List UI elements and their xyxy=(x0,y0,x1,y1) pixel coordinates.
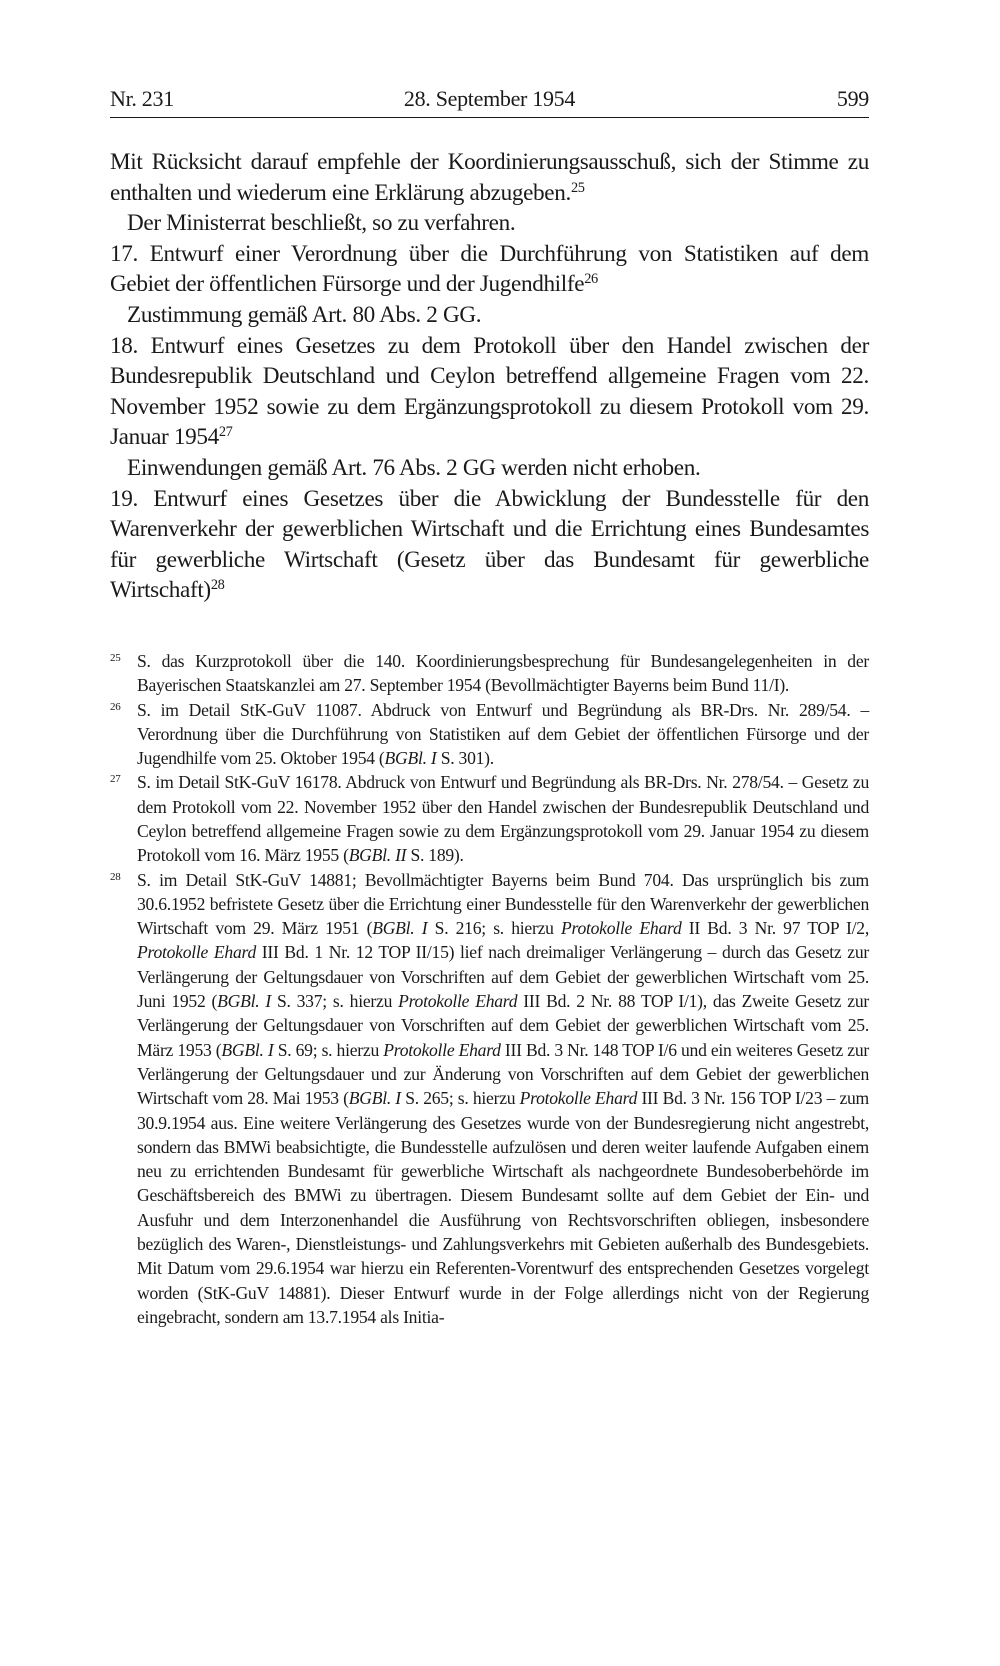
citation-italic: BGBl. I xyxy=(221,1039,274,1060)
page-number: 599 xyxy=(836,86,869,111)
footnote-text: S. im Detail StK-GuV 16178. Abdruck von Entwurf und Begründung als BR-Drs. Nr. 278/54. – Gesetz zu dem Protokoll vom 22. November 1952 über den Handel zwischen der Bundesrepublik Deutschland und Ceylon betreffend allgemeine Fragen sowie zu dem Ergänzungsprotokoll vom 29. Januar 1954 zu diesem Protokoll vom 16. März 1955 (BGBl. II S. 189). xyxy=(137,772,869,866)
document-page xyxy=(110,84,869,1329)
document-number: Nr. 231 xyxy=(110,86,174,111)
citation-italic: Protokolle Ehard xyxy=(398,991,518,1012)
footnote-number: 25 xyxy=(110,651,121,664)
footnote-number: 28 xyxy=(110,870,121,883)
running-head xyxy=(110,84,869,114)
main-text xyxy=(110,147,869,606)
footnote-ref-25: 25 xyxy=(570,179,585,196)
footnote-text: S. im Detail StK-GuV 14881; Bevollmächtigter Bayerns beim Bund 704. Das ursprünglich bis zum 30.6.1952 befristete Gesetz über die Errichtung einer Bundesstelle für den Warenverkehr der gewerblichen Wirtschaft vom 29. März 1951 (BGBl. I S. 216; s. hierzu Protokolle Ehard II Bd. 3 Nr. 97 TOP I/2, Protokolle Ehard III Bd. 1 Nr. 12 TOP II/15) lief nach dreimaliger Verlängerung – durch das Gesetz zur Verlängerung der Geltungsdauer von Vorschriften auf dem Gebiet der gewerblichen Wirtschaft vom 25. Juni 1952 (BGBl. I S. 337; s. hierzu Protokolle Ehard III Bd. 2 Nr. 88 TOP I/1), das Zweite Gesetz zur Verlängerung der Geltungsdauer von Vorschriften auf dem Gebiet der gewerblichen Wirtschaft vom 25. März 1953 (BGBl. I S. 69; s. hierzu Protokolle Ehard III Bd. 3 Nr. 148 TOP I/6 und ein weiteres Gesetz zur Verlängerung der Geltungsdauer und zur Änderung von Vorschriften auf dem Gebiet der gewerblichen Wirtschaft vom 28. Mai 1953 (BGBl. I S. 265; s. hierzu Protokolle Ehard III Bd. 3 Nr. 156 TOP I/23 – zum 30.9.1954 aus. Eine weitere Verlängerung des Gesetzes wurde von der Bundesregierung nicht angestrebt, sondern das BMWi beabsichtigte, die Bundesstelle aufzulösen und deren weiter laufende Aufgaben einem neu zu errichtenden Bundesamt für gewerbliche Wirtschaft als nachgeordnete Bundesoberbehörde im Geschäftsbereich des BMWi zu übertragen. Diesem Bundesamt sollte auf dem Gebiet der Ein- und Ausfuhr und dem Interzonenhandel die Ausführung von Rechtsvorschriften obliegen, insbesondere bezüglich des Waren-, Dienstleistungs- und Zahlungsverkehrs mit Gebieten außerhalb des Bundesgebiets. Mit Datum vom 29.6.1954 war hierzu ein Referenten-Vorentwurf des entsprechenden Gesetzes vorgelegt worden (StK-GuV 14881). Dieser Entwurf wurde in der Folge allerdings nicht von der Regierung eingebracht, sondern am 13.7.1954 als Initia- xyxy=(137,869,870,1327)
paragraph-coordination-committee: Mit Rücksicht darauf empfehle der Koordinierungsausschuß, sich der Stimme zu enthalten und wiederum eine Erklärung abzugeben.$^{25}$ xyxy=(110,149,869,206)
paragraph-cabinet-decision: Der Ministerrat beschließt, so zu verfahren. xyxy=(127,210,516,237)
citation-italic: BGBl. I xyxy=(384,748,437,769)
agenda-item-19: 19. Entwurf eines Gesetzes über die Abwicklung der Bundesstelle für den Warenverkehr der gewerblichen Wirtschaft und die Errichtung eines Bundesamtes für gewerbliche Wirtschaft (Gesetz über das Bundesamt für gewerbliche Wirtschaft)$^{28}$ xyxy=(110,485,869,604)
footnote-number: 26 xyxy=(110,700,121,713)
footnote-text: S. das Kurzprotokoll über die 140. Koordinierungsbesprechung für Bundesangelegenheiten in der Bayerischen Staatskanzlei am 27. September 1954 (Bevollmächtigter Bayerns beim Bund 11/I). xyxy=(137,650,869,696)
footnote-number: 27 xyxy=(110,773,121,786)
citation-italic: BGBl. I xyxy=(217,991,271,1012)
agenda-item-18-decision: Einwendungen gemäß Art. 76 Abs. 2 GG werden nicht erhoben. xyxy=(127,454,701,481)
citation-italic: Protokolle Ehard xyxy=(137,942,256,963)
citation-italic: BGBl. II xyxy=(348,845,407,866)
agenda-item-17-decision: Zustimmung gemäß Art. 80 Abs. 2 GG. xyxy=(127,301,482,328)
agenda-item-18: 18. Entwurf eines Gesetzes zu dem Protokoll über den Handel zwischen der Bundesrepublik Deutschland und Ceylon betreffend allgemeine Fragen vom 22. November 1952 sowie zu dem Ergänzungsprotokoll zu diesem Protokoll vom 29. Januar 1954$^{27}$ xyxy=(110,332,869,451)
citation-italic: Protokolle Ehard xyxy=(561,918,682,939)
footnote xyxy=(110,868,869,1330)
footnote-ref-28: 28 xyxy=(210,577,225,594)
footnote xyxy=(110,770,869,867)
citation-italic: BGBl. I xyxy=(348,1088,401,1109)
citation-italic: Protokolle Ehard xyxy=(519,1088,638,1109)
meeting-date: 28. September 1954 xyxy=(403,86,576,111)
citation-italic: BGBl. I xyxy=(372,918,428,939)
footnotes xyxy=(110,649,869,1329)
footnote xyxy=(110,698,869,771)
citation-italic: Protokolle Ehard xyxy=(383,1039,501,1060)
footnote-text: S. im Detail StK-GuV 11087. Abdruck von Entwurf und Begründung als BR-Drs. Nr. 289/54. – Verordnung über die Durchführung von Statistiken auf dem Gebiet der öffentlichen Fürsorge und der Jugendhilfe vom 25. Oktober 1954 (BGBl. I S. 301). xyxy=(137,699,869,769)
agenda-item-17: 17. Entwurf einer Verordnung über die Durchführung von Statistiken auf dem Gebiet der öffentlichen Fürsorge und der Jugendhilfe$^{26}$ xyxy=(110,240,869,298)
footnote xyxy=(110,649,869,698)
footnote-ref-27: 27 xyxy=(218,424,233,441)
footnote-ref-26: 26 xyxy=(584,271,598,288)
header-rule xyxy=(110,117,869,118)
